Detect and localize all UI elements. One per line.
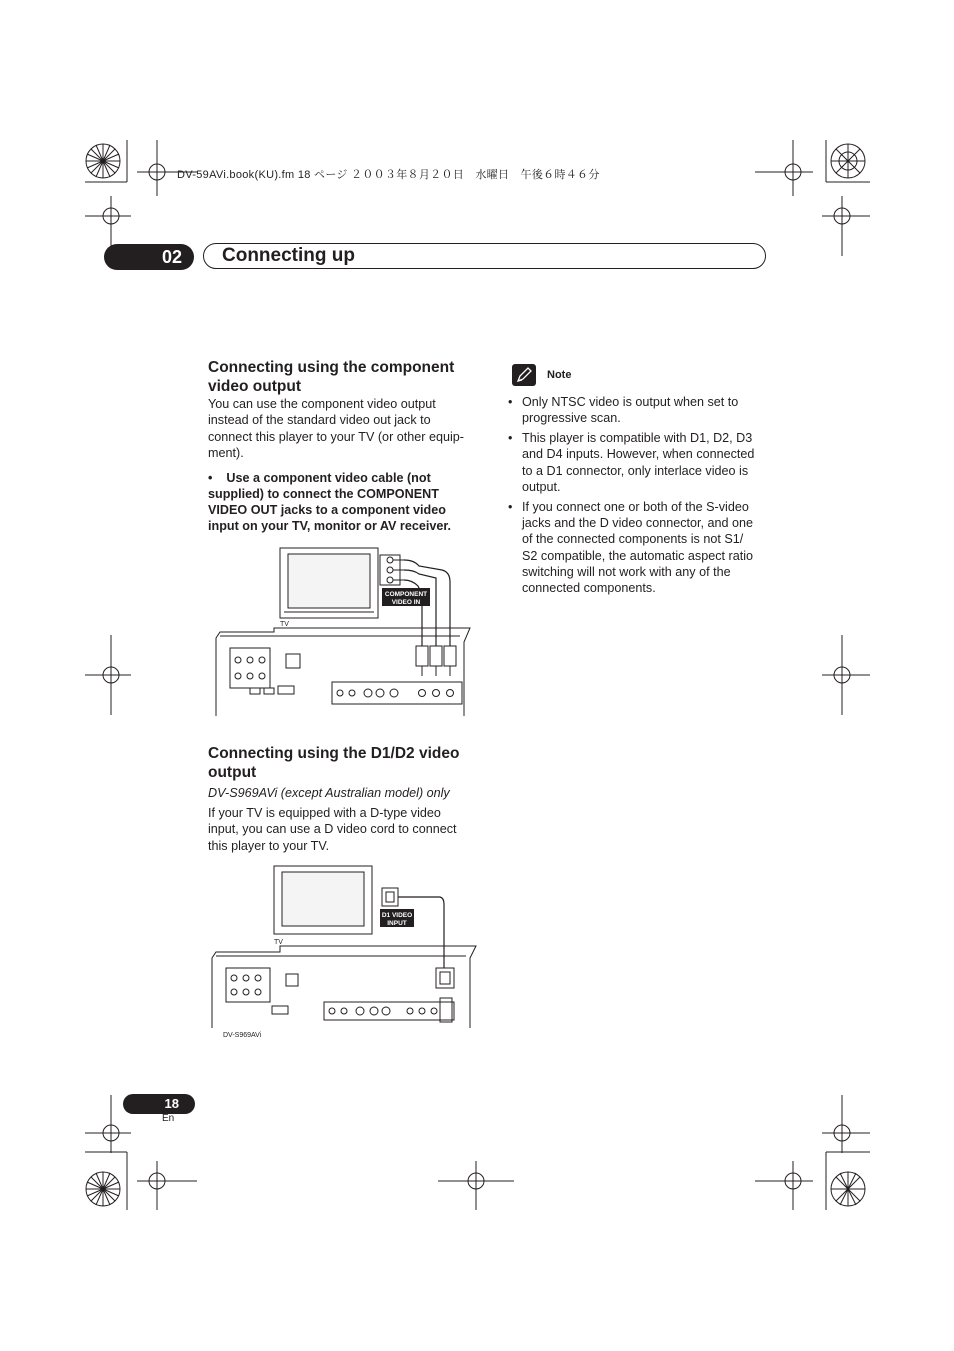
section-paragraph: If your TV is equipped with a D-type video input, you can use a D video cord to connect this player to your TV. bbox=[208, 806, 457, 853]
note-item: • Only NTSC video is output when set to progressive scan. bbox=[508, 395, 739, 426]
note-item: • This player is compatible with D1, D2, D3 and D4 inputs. However, when connected to a D1 connector, only interlace video is output. bbox=[508, 431, 755, 494]
crosshair-icon bbox=[755, 140, 813, 196]
registration-starburst-icon bbox=[831, 144, 865, 178]
d-video-cable bbox=[398, 897, 444, 968]
section-d-video bbox=[208, 744, 480, 854]
tv-illustration bbox=[274, 866, 372, 934]
registration-starburst-icon bbox=[831, 1172, 865, 1206]
section-paragraph: You can use the component video output instead of the standard video out jack to connect this player to your TV (or other equip- ment). bbox=[208, 397, 464, 460]
page-language: En bbox=[162, 1113, 175, 1124]
note-item: • If you connect one or both of the S-video jacks and the D video connector, and one of the connected components is not S1/ S2 compatible, the automatic aspect ratio switching will not work with any of the connected components. bbox=[508, 499, 754, 596]
jack-label: INPUT bbox=[387, 920, 407, 927]
crosshair-icon bbox=[822, 1095, 870, 1153]
section-component-video bbox=[208, 358, 480, 535]
registration-starburst-icon bbox=[86, 144, 120, 178]
registration-starburst-icon bbox=[86, 1172, 120, 1206]
page-number: 18 bbox=[123, 1094, 195, 1114]
tv-rca-jacks-icon bbox=[380, 555, 404, 585]
crosshair-icon bbox=[438, 1161, 514, 1210]
jack-label: D1 VIDEO bbox=[381, 912, 413, 919]
d-plug-icon bbox=[436, 968, 454, 988]
note-list bbox=[508, 394, 770, 600]
model-note: DV-S969AVi (except Australian model) only bbox=[208, 786, 450, 800]
component-connection-diagram bbox=[214, 546, 484, 722]
rca-plugs-icon bbox=[416, 646, 456, 676]
crosshair-icon bbox=[822, 196, 870, 256]
crosshair-icon bbox=[755, 1161, 813, 1210]
section-heading: Connecting using the component video output bbox=[208, 359, 455, 395]
crosshair-icon bbox=[85, 635, 131, 715]
note-pencil-icon bbox=[512, 364, 536, 386]
tv-label: TV bbox=[280, 621, 289, 628]
tv-illustration bbox=[280, 548, 378, 618]
crosshair-icon bbox=[822, 635, 870, 715]
model-label: DV-S969AVi bbox=[223, 1032, 262, 1039]
section-heading: Connecting using the D1/D2 video output bbox=[208, 745, 460, 781]
tv-label: TV bbox=[274, 939, 283, 946]
crosshair-icon bbox=[137, 1161, 197, 1210]
d-video-connection-diagram bbox=[210, 864, 482, 1042]
jack-label: VIDEO IN bbox=[391, 599, 421, 606]
jack-label: COMPONENT bbox=[384, 591, 428, 598]
instruction-bullet: • Use a component video cable (not supplied) to connect the COMPONENT VIDEO OUT jacks to a component video input on your TV, monitor or AV receiver. bbox=[208, 471, 452, 534]
chapter-title: Connecting up bbox=[222, 245, 355, 266]
note-label: Note bbox=[547, 369, 572, 381]
chapter-number: 02 bbox=[104, 244, 194, 270]
d-connector-icon bbox=[382, 888, 398, 906]
file-header: DV-59AVi.book(KU).fm 18 ページ ２００３年８月２０日 水曜日 午後６時４６分 bbox=[177, 169, 600, 181]
player-rear-panel bbox=[216, 628, 470, 716]
